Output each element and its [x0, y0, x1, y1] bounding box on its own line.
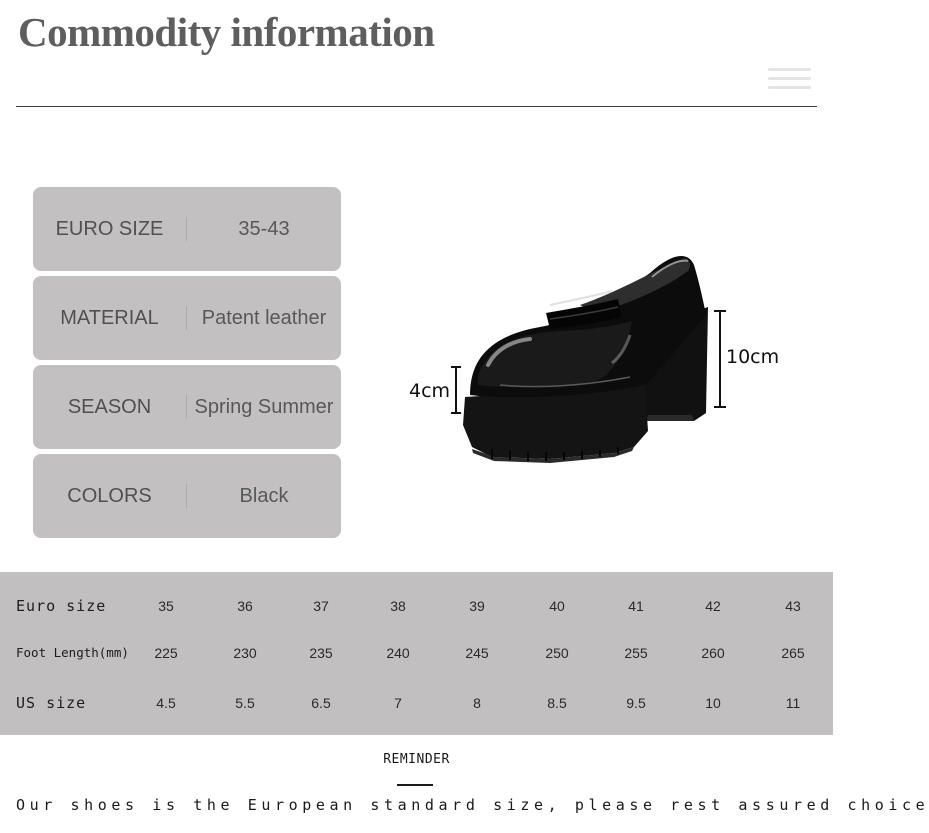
size-cell: 240 — [386, 645, 410, 661]
size-cell: 43 — [785, 598, 801, 614]
header-divider — [16, 106, 817, 107]
heel-height-label: 10cm — [726, 346, 780, 368]
info-value: Spring Summer — [194, 395, 334, 418]
size-cell: 245 — [465, 645, 489, 661]
size-cell: 10 — [705, 695, 721, 711]
size-chart — [0, 572, 833, 735]
reminder-heading: REMINDER — [383, 752, 450, 767]
platform-height-label: 4cm — [409, 380, 451, 402]
size-cell: 4.5 — [156, 695, 176, 711]
size-row-euro — [0, 594, 833, 618]
heel-height-marker — [714, 311, 726, 407]
size-cell: 35 — [158, 598, 174, 614]
size-cell: 7 — [394, 695, 402, 711]
size-cell: 260 — [701, 645, 725, 661]
size-row-foot-length — [0, 641, 833, 665]
size-cell: 255 — [624, 645, 648, 661]
page-title: Commodity information — [18, 9, 435, 55]
size-cell: 11 — [785, 695, 801, 711]
size-cell: 225 — [154, 645, 178, 661]
size-cell: 37 — [313, 598, 329, 614]
info-label: COLORS — [67, 484, 152, 507]
info-value: Black — [239, 484, 289, 507]
info-row-season — [33, 365, 341, 449]
info-label: EURO SIZE — [55, 217, 164, 240]
reminder-underline — [397, 784, 433, 786]
size-row-label: Foot Length(mm) — [16, 645, 129, 660]
size-cell: 230 — [233, 645, 257, 661]
size-cell: 9.5 — [626, 695, 646, 711]
info-label: MATERIAL — [60, 306, 159, 329]
size-cell: 36 — [237, 598, 253, 614]
size-cell: 8.5 — [547, 695, 567, 711]
size-cell: 40 — [549, 598, 565, 614]
platform-height-marker — [451, 367, 461, 413]
reminder-text: Our shoes is the European standard size, please rest assured choice — [16, 796, 929, 814]
size-cell: 38 — [390, 598, 406, 614]
info-label: SEASON — [67, 395, 152, 418]
shoe-product-image — [400, 235, 790, 475]
size-cell: 265 — [781, 645, 805, 661]
info-row-colors — [33, 454, 341, 538]
size-cell: 8 — [473, 695, 481, 711]
info-row-euro-size — [33, 187, 341, 271]
info-value: 35-43 — [238, 217, 290, 240]
info-value: Patent leather — [201, 306, 327, 329]
menu-icon — [768, 68, 811, 92]
size-cell: 41 — [628, 598, 644, 614]
size-cell: 6.5 — [311, 695, 331, 711]
size-cell: 235 — [309, 645, 333, 661]
size-row-label: US size — [16, 694, 87, 712]
size-cell: 42 — [705, 598, 721, 614]
size-row-us — [0, 691, 833, 715]
size-cell: 5.5 — [235, 695, 255, 711]
size-row-label: Euro size — [16, 597, 107, 615]
size-cell: 39 — [469, 598, 485, 614]
size-cell: 250 — [545, 645, 569, 661]
info-row-material — [33, 276, 341, 360]
